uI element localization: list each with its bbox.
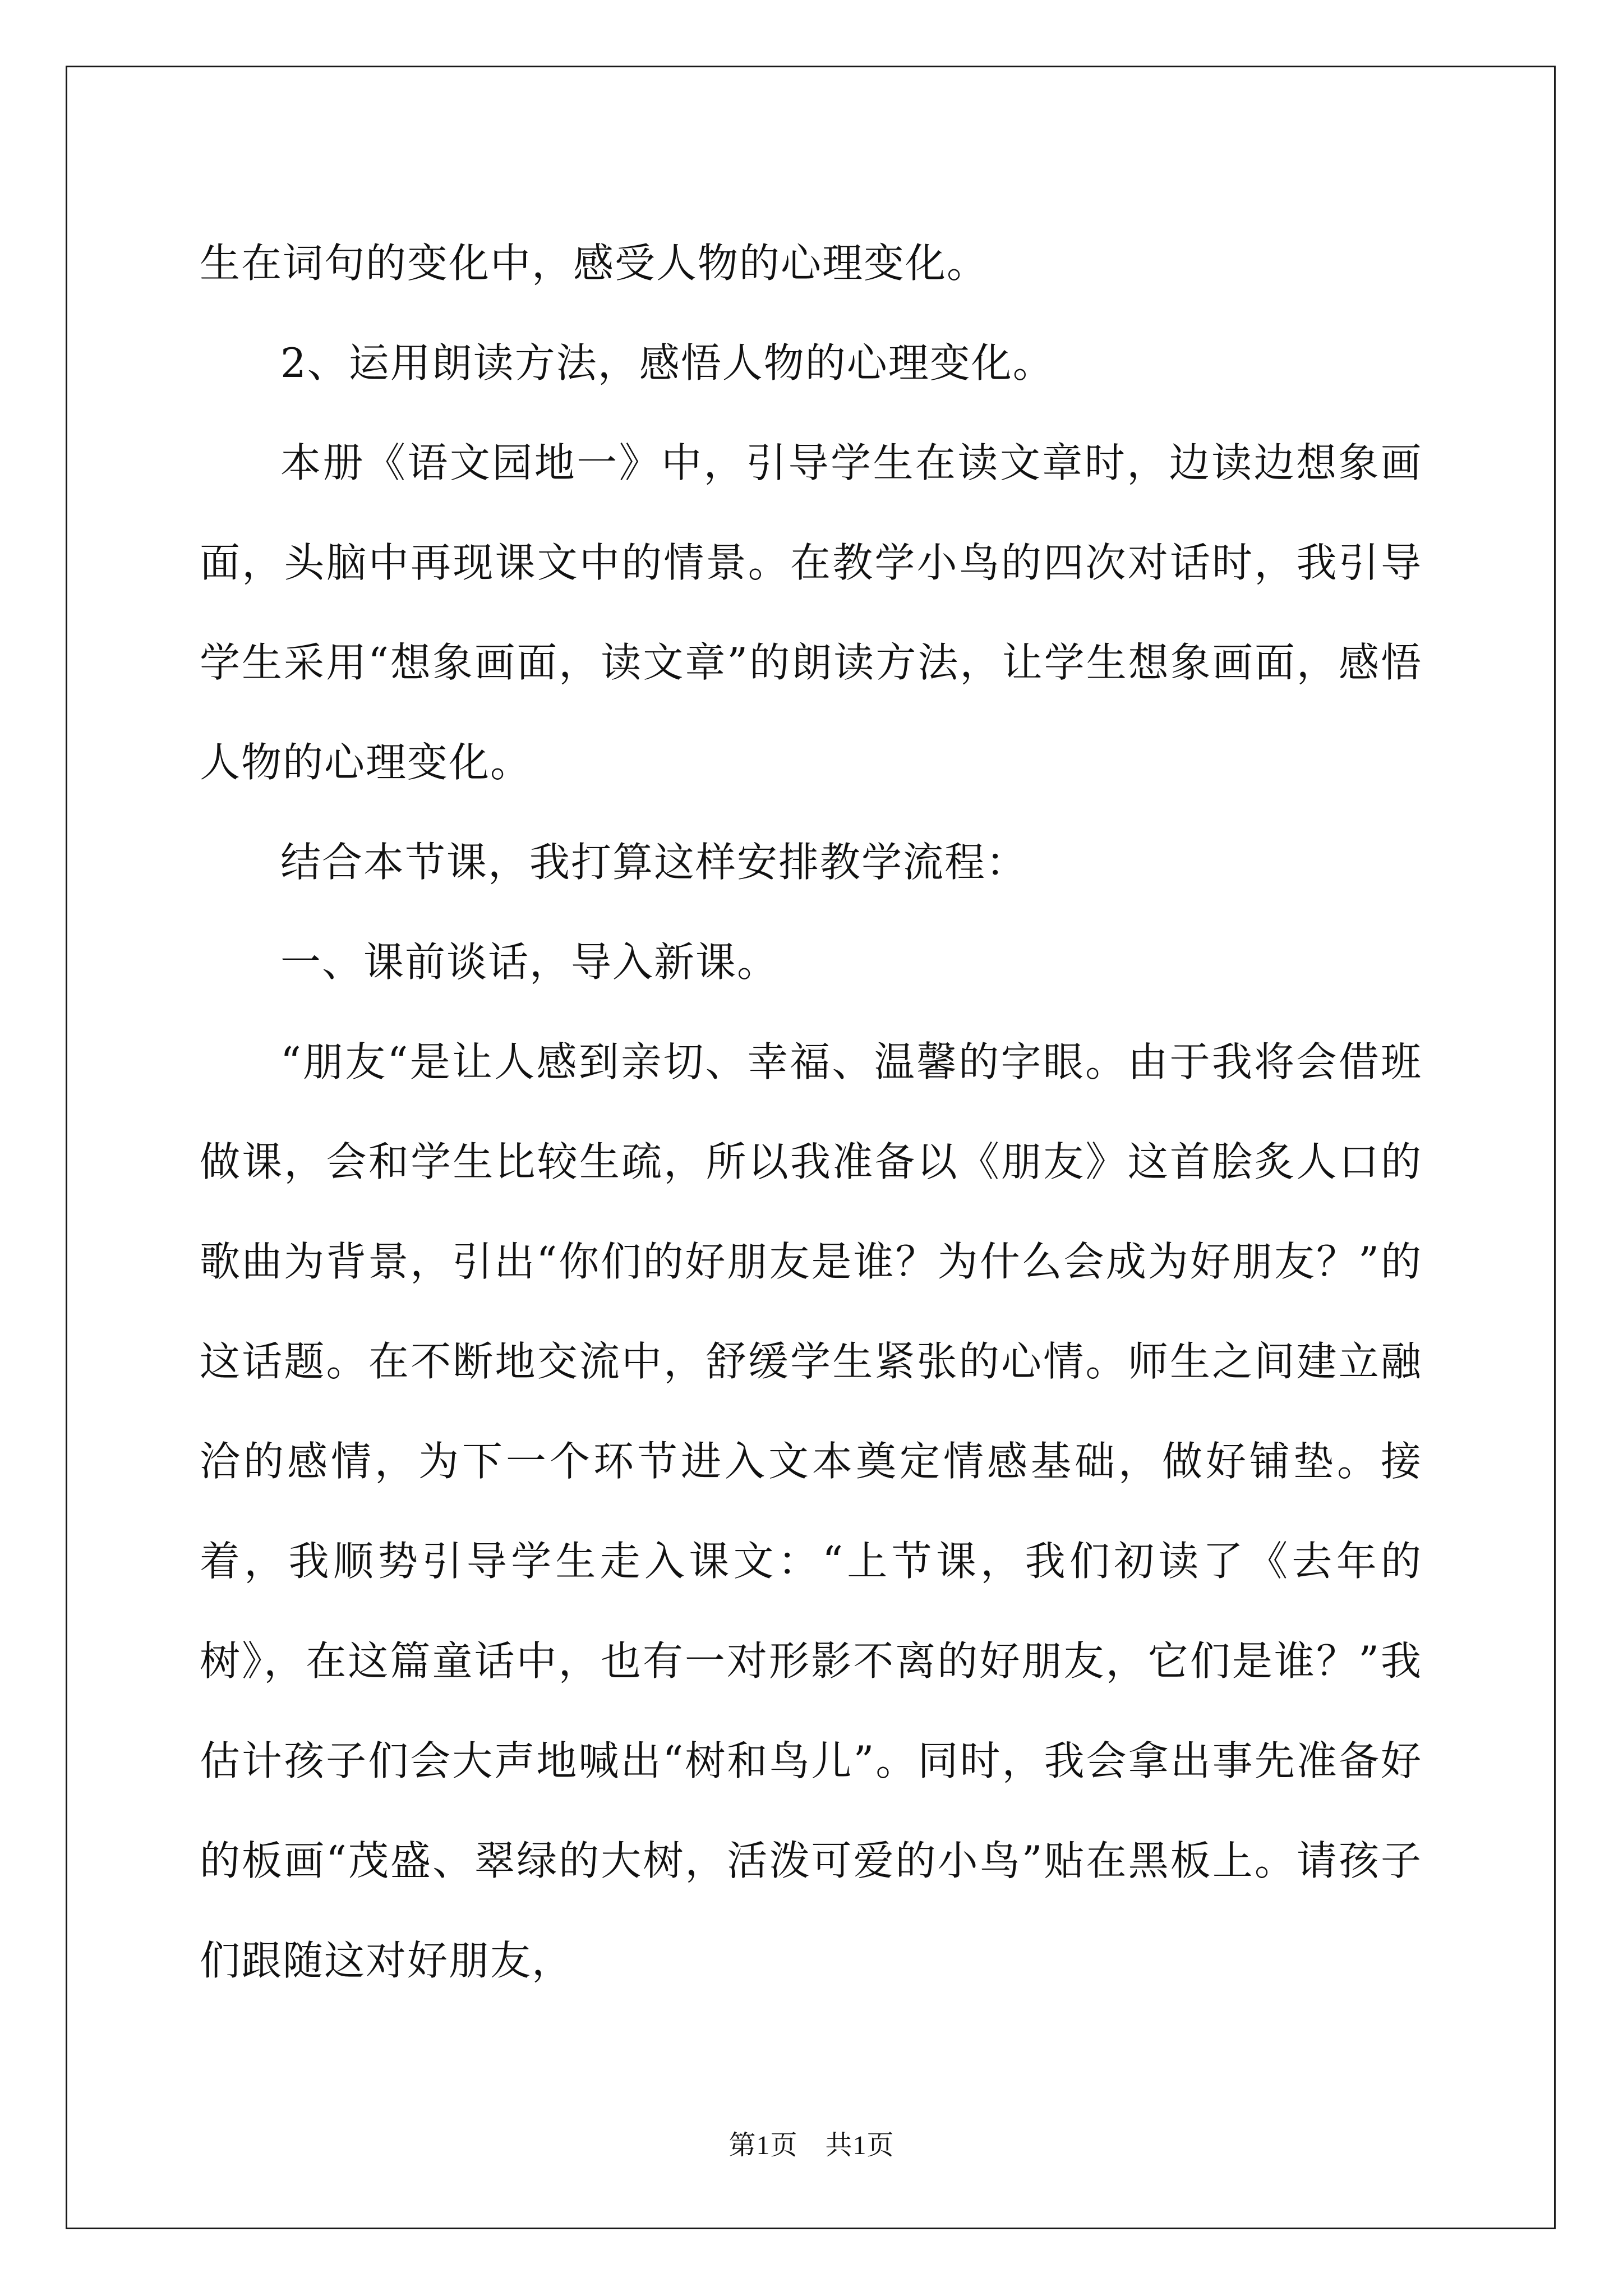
paragraph-5: 一、课前谈话，导入新课。 bbox=[280, 938, 779, 986]
document-body bbox=[200, 213, 1422, 2010]
paragraph-3: 本册《语文园地一》中，引导学生在读文章时，边读边想象画面，头脑中再现课文中的情景。在教学小鸟的四次对话时，我引导学生采用“想象画面，读文章”的朗读方法，让学生想象画面，感悟人物的心理变化。 bbox=[200, 439, 1422, 786]
paragraph-4: 结合本节课，我打算这样安排教学流程： bbox=[280, 839, 1028, 886]
page-number-footer: 第1页 共1页 bbox=[728, 2131, 895, 2160]
paragraph-6: “朋友“是让人感到亲切、幸福、温馨的字眼。由于我将会借班做课，会和学生比较生疏，所以我准备以《朋友》这首脍炙人口的歌曲为背景，引出“你们的好朋友是谁？为什么会成为好朋友？”的这话题。在不断地交流中，舒缓学生紧张的心情。师生之间建立融洽的感情，为下一个环节进入文本奠定情感基础，做好铺垫。接着，我顺势引导学生走入课文：“上节课，我们初读了《去年的树》，在这篇童话中，也有一对形影不离的好朋友，它们是谁？”我估计孩子们会大声地喊出“树和鸟儿”。同时，我会拿出事先准备好的板画“茂盛、翠绿的大树，活泼可爱的小鸟”贴在黑板上。请孩子们跟随这对好朋友， bbox=[200, 1038, 1422, 1984]
paragraph-1: 生在词句的变化中，感受人物的心理变化。 bbox=[200, 240, 989, 287]
paragraph-2: 2、运用朗读方法，感悟人物的心理变化。 bbox=[280, 339, 1054, 386]
